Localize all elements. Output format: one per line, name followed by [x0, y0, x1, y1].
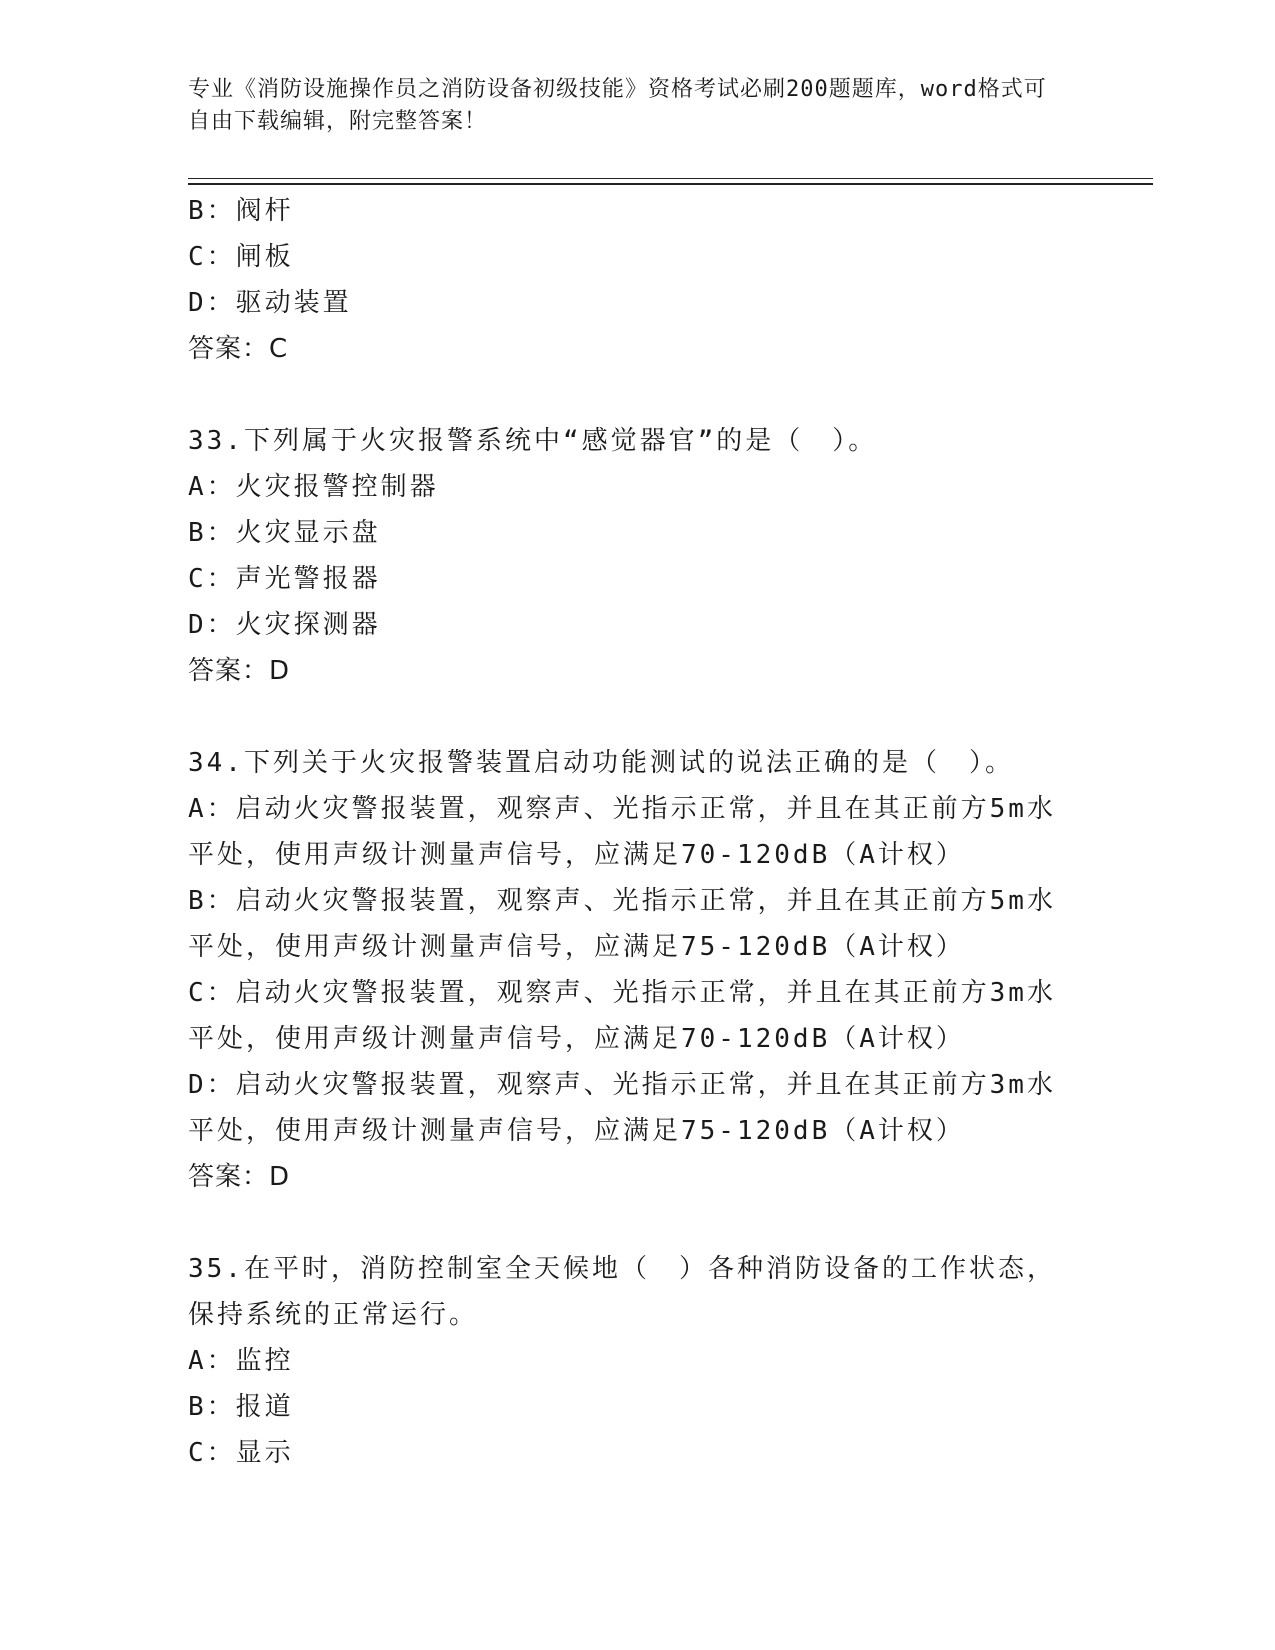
question-32-tail [188, 188, 1068, 372]
option-c: C：声光警报器 [188, 564, 381, 594]
spacer [188, 372, 1068, 418]
option-a: A：启动火灾警报装置，观察声、光指示正常，并且在其正前方5m水平处，使用声级计测量声信号，应满足70-120dB（A计权） [188, 794, 1056, 870]
answer: 答案：D [188, 656, 291, 686]
question-text: 35.在平时，消防控制室全天候地（ ）各种消防设备的工作状态，保持系统的正常运行。 [188, 1254, 1056, 1330]
question-33 [188, 418, 1068, 694]
answer: 答案：C [188, 334, 289, 364]
question-34 [188, 740, 1068, 1200]
question-list [188, 188, 1068, 1476]
option-a: A：火灾报警控制器 [188, 472, 439, 502]
option-c: C：启动火灾警报装置，观察声、光指示正常，并且在其正前方3m水平处，使用声级计测量声信号，应满足70-120dB（A计权） [188, 978, 1056, 1054]
document-header [188, 74, 1068, 138]
option-d: D：火灾探测器 [188, 610, 381, 640]
spacer [188, 1200, 1068, 1246]
option-c: C：闸板 [188, 242, 294, 272]
option-b: B：报道 [188, 1392, 294, 1422]
option-b: B：火灾显示盘 [188, 518, 381, 548]
header-text: 专业《消防设施操作员之消防设备初级技能》资格考试必刷200题题库，word格式可自由下载编辑，附完整答案！ [188, 77, 1047, 134]
option-d: D：启动火灾警报装置，观察声、光指示正常，并且在其正前方3m水平处，使用声级计测量声信号，应满足75-120dB（A计权） [188, 1070, 1056, 1146]
option-b: B：阀杆 [188, 196, 294, 226]
question-text: 33.下列属于火灾报警系统中“感觉器官”的是（ ）。 [188, 426, 878, 456]
question-35 [188, 1246, 1068, 1476]
option-b: B：启动火灾警报装置，观察声、光指示正常，并且在其正前方5m水平处，使用声级计测量声信号，应满足75-120dB（A计权） [188, 886, 1056, 962]
option-a: A：监控 [188, 1346, 294, 1376]
option-c: C：显示 [188, 1438, 294, 1468]
header-divider-thick [188, 183, 1153, 185]
header-divider-thin [188, 178, 1153, 179]
question-text: 34.下列关于火灾报警装置启动功能测试的说法正确的是（ ）。 [188, 748, 1014, 778]
answer: 答案：D [188, 1162, 291, 1192]
spacer [188, 694, 1068, 740]
option-d: D：驱动装置 [188, 288, 352, 318]
